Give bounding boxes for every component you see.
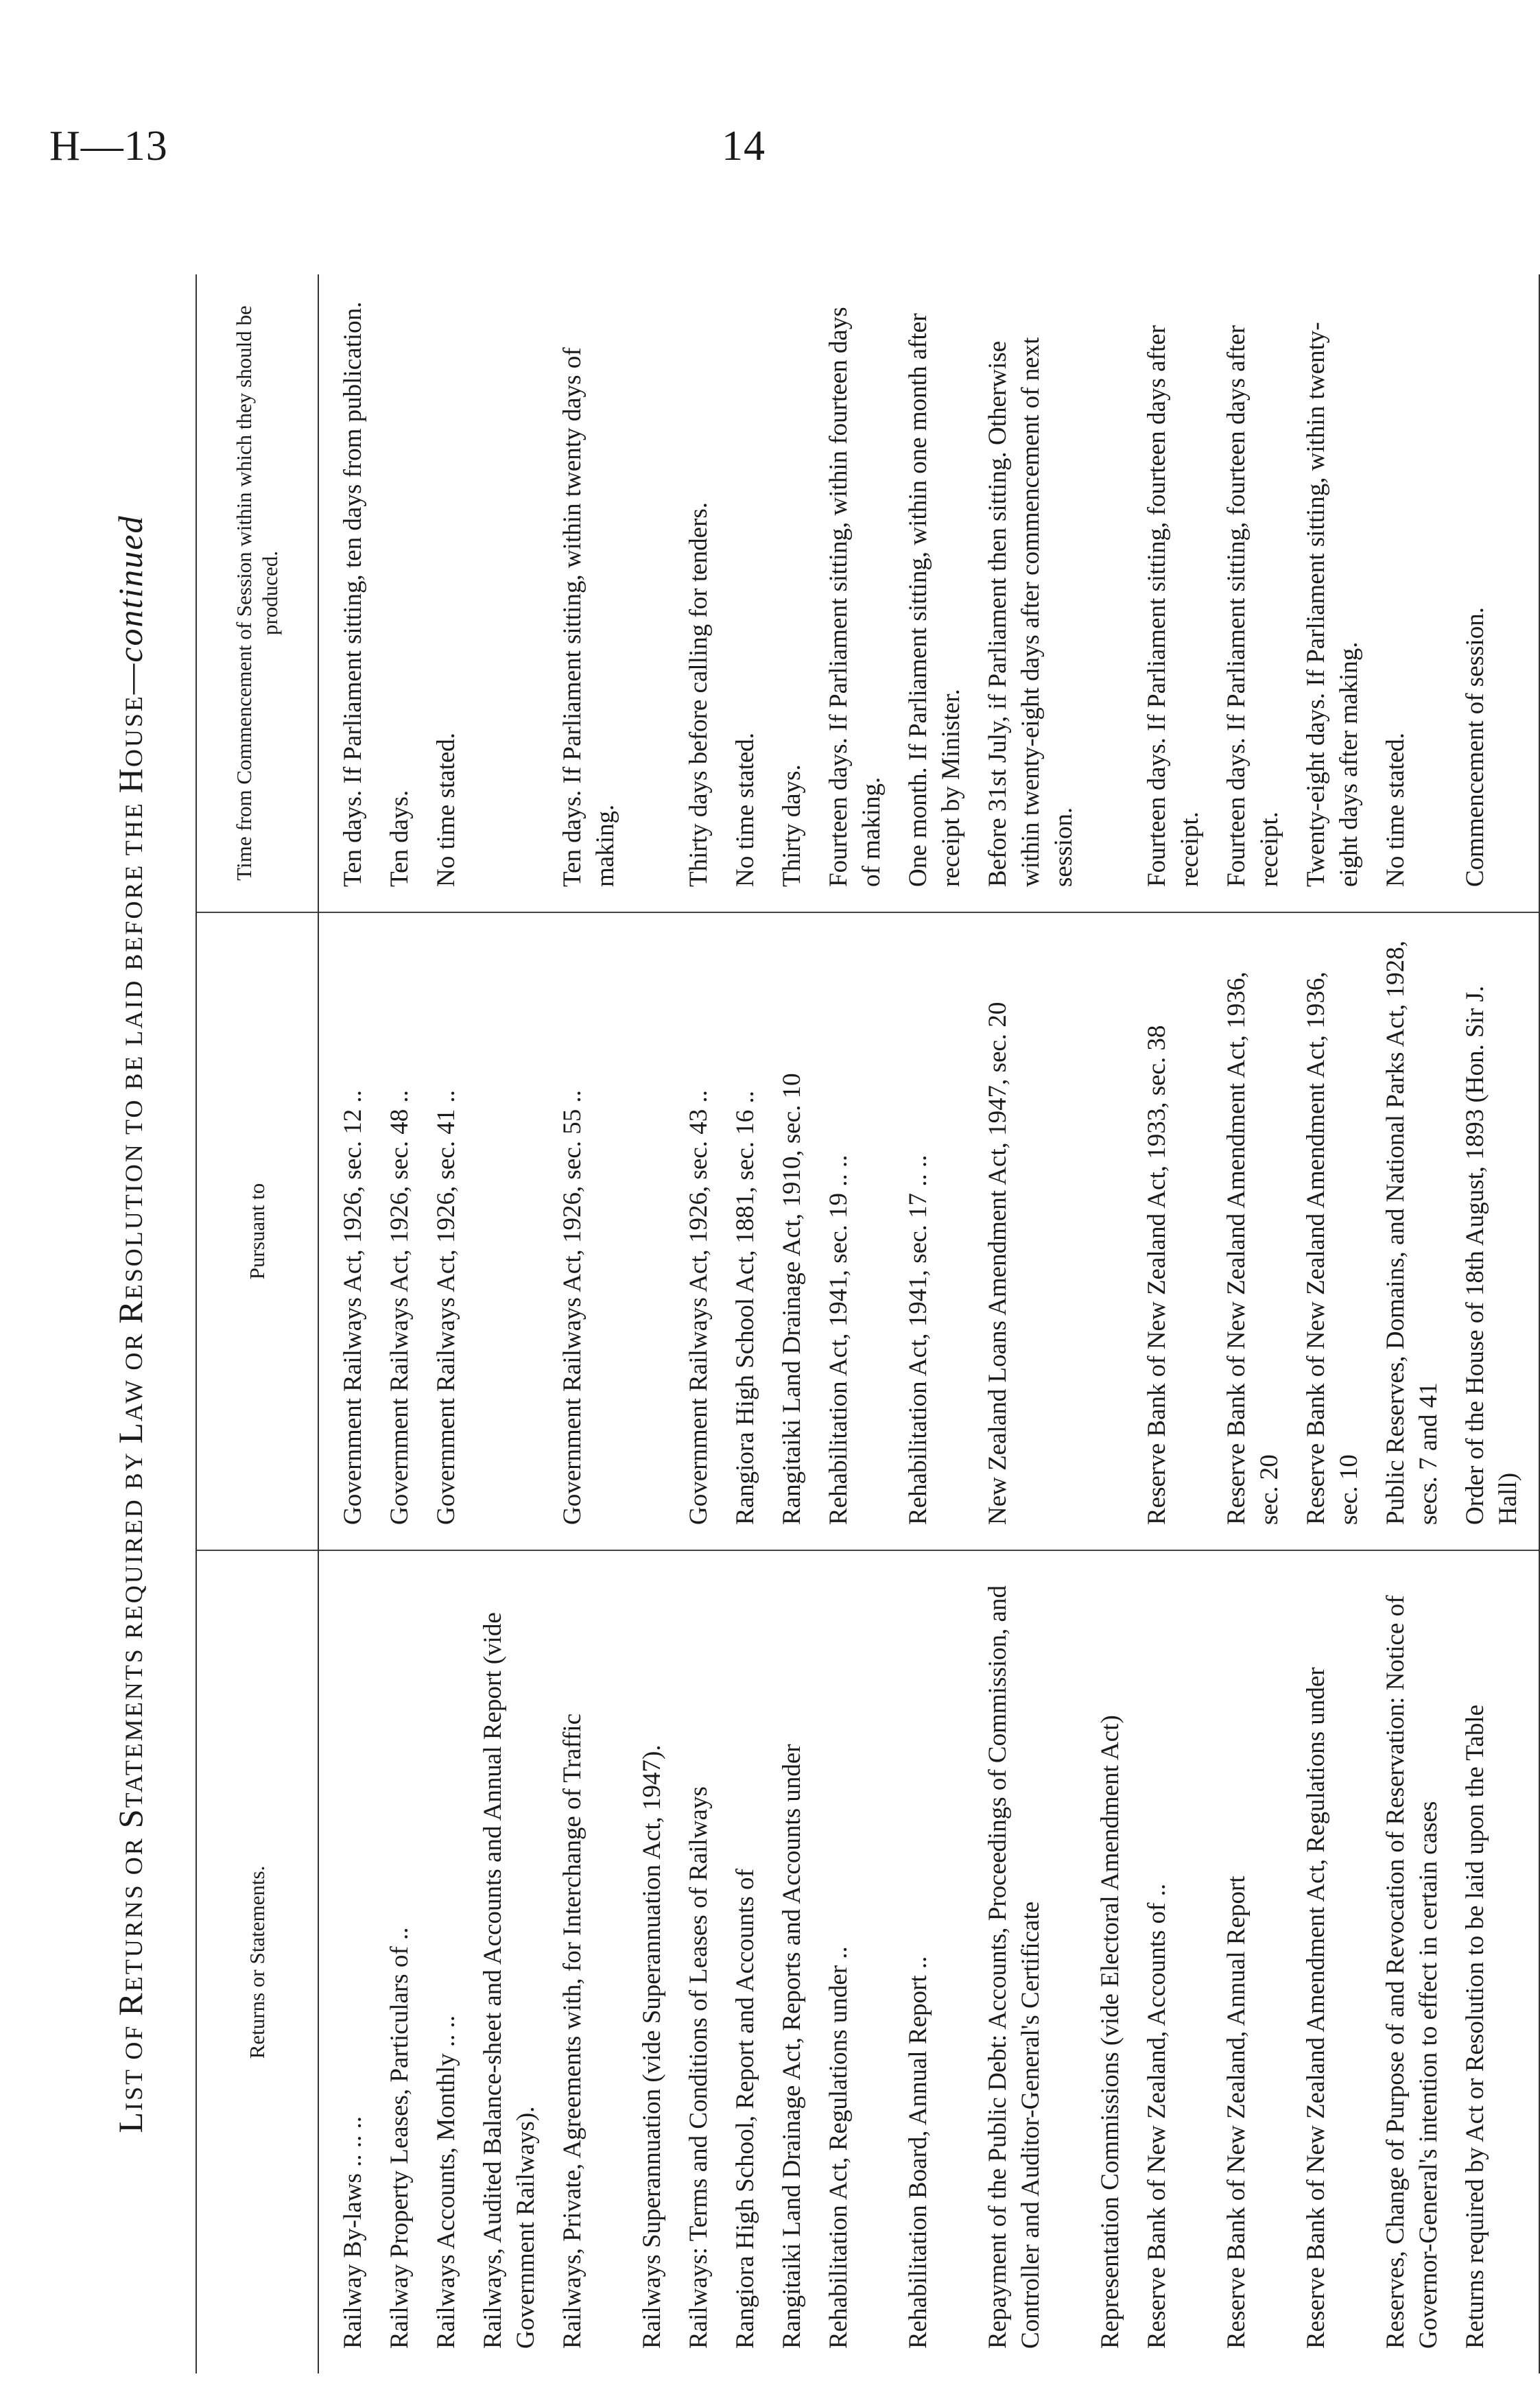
time-cell: Twenty-eight days. If Parliament sitting, within twenty-eight days after making. bbox=[1300, 274, 1379, 912]
table-row bbox=[430, 274, 477, 2373]
table-row bbox=[477, 274, 556, 2373]
time-cell: Ten days. If Parliament sitting, within twenty days of making. bbox=[556, 274, 636, 912]
table-row bbox=[383, 274, 430, 2373]
table-row bbox=[1094, 274, 1141, 2373]
table-row bbox=[822, 274, 902, 2373]
time-cell: Ten days. bbox=[383, 274, 430, 912]
returns-cell: Repayment of the Public Debt: Accounts, Proceedings of Commission, and Controller and Auditor-General's Certificate bbox=[984, 1585, 1045, 2349]
time-cell: Before 31st July, if Parliament then sitting. Otherwise within twenty-eight days after commencement of next session. bbox=[982, 274, 1094, 912]
time-cell: No time stated. bbox=[729, 274, 776, 912]
pursuant-cell: Reserve Bank of New Zealand Amendment Act, 1936, sec. 20 bbox=[1220, 912, 1300, 1550]
returns-table bbox=[196, 274, 1540, 2373]
time-cell: Fourteen days. If Parliament sitting, within fourteen days of making. bbox=[822, 274, 902, 912]
returns-cell: Reserve Bank of New Zealand, Annual Report bbox=[1222, 1875, 1251, 2349]
table-row bbox=[1220, 274, 1300, 2373]
document-code: H—13 bbox=[49, 123, 168, 169]
pursuant-cell bbox=[636, 912, 683, 1550]
returns-cell: Reserve Bank of New Zealand Amendment Act, Regulations under bbox=[1302, 1667, 1330, 2349]
table-row bbox=[636, 274, 683, 2373]
time-cell: Fourteen days. If Parliament sitting, fourteen days after receipt. bbox=[1220, 274, 1300, 912]
pursuant-cell: Rehabilitation Act, 1941, sec. 19 .. .. bbox=[822, 912, 902, 1550]
pursuant-cell bbox=[477, 912, 556, 1550]
time-cell bbox=[636, 274, 683, 912]
pursuant-cell bbox=[1094, 912, 1141, 1550]
pursuant-cell: Government Railways Act, 1926, sec. 55 .. bbox=[556, 912, 636, 1550]
time-cell: Fourteen days. If Parliament sitting, fourteen days after receipt. bbox=[1141, 274, 1220, 912]
pursuant-cell: Order of the House of 18th August, 1893 (Hon. Sir J. Hall) bbox=[1459, 912, 1539, 1550]
table-row bbox=[1379, 274, 1459, 2373]
returns-cell: Railways, Audited Balance-sheet and Accounts and Annual Report (vide Government Railways). bbox=[479, 1612, 540, 2349]
time-cell: No time stated. bbox=[1379, 274, 1459, 912]
table-row bbox=[1300, 274, 1379, 2373]
table-row bbox=[1141, 274, 1220, 2373]
returns-cell: Railways Superannuation (vide Superannuation Act, 1947). bbox=[638, 1744, 666, 2349]
time-cell bbox=[1094, 274, 1141, 912]
time-cell bbox=[477, 274, 556, 912]
returns-cell: Returns required by Act or Resolution to be laid upon the Table bbox=[1459, 1550, 1539, 2373]
time-cell: Thirty days before calling for tenders. bbox=[683, 274, 729, 912]
table-row bbox=[556, 274, 636, 2373]
column-header-pursuant: Pursuant to bbox=[196, 912, 318, 1550]
returns-cell: Railways, Private, Agreements with, for Interchange of Traffic bbox=[558, 1713, 587, 2349]
returns-cell: Railway By-laws .. .. .. bbox=[339, 2116, 367, 2349]
pursuant-cell: Government Railways Act, 1926, sec. 41 .. bbox=[430, 912, 477, 1550]
returns-cell: Reserve Bank of New Zealand, Accounts of .. bbox=[1143, 1883, 1171, 2349]
table-row bbox=[683, 274, 729, 2373]
returns-cell: Representation Commissions (vide Electoral Amendment Act) bbox=[1096, 1715, 1124, 2349]
table-header-row bbox=[196, 274, 318, 2373]
pursuant-cell: Government Railways Act, 1926, sec. 48 .. bbox=[383, 912, 430, 1550]
time-cell: Commencement of session. bbox=[1459, 274, 1539, 912]
time-cell: Thirty days. bbox=[776, 274, 822, 912]
returns-cell: Reserves, Change of Purpose of and Revocation of Reservation: Notice of Governor-General's intention to effect in certain cases bbox=[1382, 1595, 1443, 2349]
rotated-table-page bbox=[75, 274, 1522, 2373]
table-row bbox=[1459, 274, 1539, 2373]
page-number: 14 bbox=[722, 123, 766, 169]
pursuant-cell: Public Reserves, Domains, and National Parks Act, 1928, secs. 7 and 41 bbox=[1379, 912, 1459, 1550]
table-title: LIST OF RETURNS OR STATEMENTS REQUIRED BY LAW OR RESOLUTION TO BE LAID BEFORE THE HOUSE—continued bbox=[111, 514, 150, 2133]
column-header-returns: Returns or Statements. bbox=[196, 1550, 318, 2373]
returns-cell: Railways Accounts, Monthly .. .. bbox=[432, 2015, 460, 2349]
time-cell: No time stated. bbox=[430, 274, 477, 912]
pursuant-cell: Rehabilitation Act, 1941, sec. 17 .. .. bbox=[902, 912, 982, 1550]
returns-cell: Railways: Terms and Conditions of Leases of Railways bbox=[685, 1786, 713, 2349]
time-cell: Ten days. If Parliament sitting, ten days from publication. bbox=[318, 274, 383, 912]
pursuant-cell: Government Railways Act, 1926, sec. 12 .. bbox=[318, 912, 383, 1550]
pursuant-cell: New Zealand Loans Amendment Act, 1947, sec. 20 bbox=[982, 912, 1094, 1550]
returns-cell: Rehabilitation Board, Annual Report .. bbox=[904, 1956, 932, 2349]
pursuant-cell: Rangiora High School Act, 1881, sec. 16 .. bbox=[729, 912, 776, 1550]
returns-cell: Rehabilitation Act, Regulations under .. bbox=[825, 1946, 853, 2349]
pursuant-cell: Rangitaiki Land Drainage Act, 1910, sec. 10 bbox=[776, 912, 822, 1550]
returns-cell: Railway Property Leases, Particulars of .. bbox=[386, 1927, 414, 2349]
table-row bbox=[729, 274, 776, 2373]
returns-cell: Rangitaiki Land Drainage Act, Reports and Accounts under bbox=[778, 1744, 806, 2349]
table-row bbox=[902, 274, 982, 2373]
returns-cell: Rangiora High School, Report and Accounts of bbox=[731, 1869, 759, 2349]
table-row bbox=[982, 274, 1094, 2373]
table-row bbox=[776, 274, 822, 2373]
time-cell: One month. If Parliament sitting, within one month after receipt by Minister. bbox=[902, 274, 982, 912]
pursuant-cell: Reserve Bank of New Zealand Amendment Act, 1936, sec. 10 bbox=[1300, 912, 1379, 1550]
table-row bbox=[318, 274, 383, 2373]
column-header-time: Time from Commencement of Session within which they should be produced. bbox=[196, 274, 318, 912]
pursuant-cell: Government Railways Act, 1926, sec. 43 .. bbox=[683, 912, 729, 1550]
pursuant-cell: Reserve Bank of New Zealand Act, 1933, sec. 38 bbox=[1141, 912, 1220, 1550]
